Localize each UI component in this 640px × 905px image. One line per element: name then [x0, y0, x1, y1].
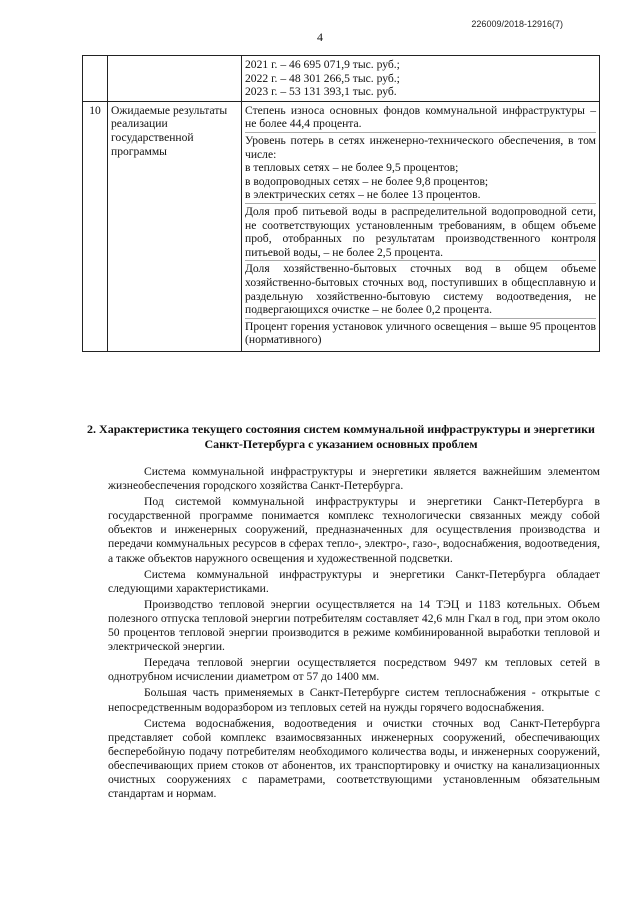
paragraph: Система коммунальной инфраструктуры и энергетики является важнейшим элементом жизнеобеспечения городского хозяйства Санкт-Петербурга.	[108, 465, 600, 493]
paragraph: Под системой коммунальной инфраструктуры и энергетики Санкт-Петербурга в государственной программе понимается комплекс технологически связанных между собой объектов и инженерных сооружений, предназначенных для осуществления производства и передачи коммунальных ресурсов в сферах тепло-, электро-, газо-, водоснабжения, водоотведения, а также объектов наружного освещения и художественной подсветки.	[108, 495, 600, 565]
result-item	[245, 134, 596, 204]
result-line: в тепловых сетях – не более 9,5 процентов;	[245, 161, 459, 175]
funding-2021: 2021 г. – 46 695 071,9 тыс. руб.;	[245, 58, 400, 71]
table-row	[83, 101, 600, 351]
funding-2022: 2022 г. – 48 301 266,5 тыс. руб.;	[245, 71, 400, 85]
result-item: Процент горения установок уличного освещения – выше 95 процентов (нормативного)	[245, 319, 596, 347]
row-value-cell	[242, 56, 600, 102]
table-row	[83, 56, 600, 102]
paragraph: Передача тепловой энергии осуществляется посредством 9497 км тепловых сетей в однотрубном исчислении диаметром от 57 до 1400 мм.	[108, 656, 600, 684]
result-line: в водопроводных сетях – не более 9,8 процентов;	[245, 174, 489, 188]
funding-2023: 2023 г. – 53 131 393,1 тыс. руб.	[245, 85, 397, 99]
result-item: Степень износа основных фондов коммунальной инфраструктуры – не более 44,4 процента.	[245, 104, 596, 133]
paragraph: Большая часть применяемых в Санкт-Петербурге систем теплоснабжения - открытые с непосредственным водоразбором из тепловых сетей на нужды горячего водоснабжения.	[108, 686, 600, 714]
result-item: Доля хозяйственно-бытовых сточных вод в общем объеме хозяйственно-бытовых сточных вод, поступивших в общесплавную и раздельную хозяйственно-бытовую систему водоотведения, не подвергающихся очистке – не более 0,2 процента.	[245, 262, 596, 318]
row-number-cell: 10	[83, 101, 108, 351]
row-label-cell	[108, 56, 242, 102]
section-heading: 2. Характеристика текущего состояния систем коммунальной инфраструктуры и энергетики Санкт-Петербурга с указанием основных проблем	[87, 422, 595, 451]
paragraph: Производство тепловой энергии осуществляется на 14 ТЭЦ и 1183 котельных. Объем полезного отпуска тепловой энергии потребителям составляет 42,6 млн Гкал в год, при этом около 50 процентов тепловой энергии производится в режиме комбинированной выработки тепловой и электрической энергии.	[108, 597, 600, 654]
result-line: в электрических сетях – не более 13 процентов.	[245, 188, 481, 202]
program-passport-table	[82, 55, 600, 352]
row-number-cell	[83, 56, 108, 102]
document-id: 226009/2018-12916(7)	[471, 19, 563, 29]
section-body	[108, 465, 600, 803]
page-number: 4	[317, 30, 323, 44]
paragraph: Система водоснабжения, водоотведения и очистки сточных вод Санкт-Петербурга представляет собой комплекс взаимосвязанных инженерных сооружений, обеспечивающих бесперебойную подачу потребителям необходимого количества воды, и инженерных сооружений, обеспечивающих прием стоков от абонентов, их транспортировку и очистку на канализационных очистных сооружениях с параметрами, соответствующими установленным обязательным стандартам и нормам.	[108, 716, 600, 801]
paragraph: Система коммунальной инфраструктуры и энергетики Санкт-Петербурга обладает следующими характеристиками.	[108, 567, 600, 595]
row-value-cell	[242, 101, 600, 351]
row-label-cell: Ожидаемые результаты реализации государственной программы	[108, 101, 242, 351]
result-line: Уровень потерь в сетях инженерно-технического обеспечения, в том числе:	[245, 133, 596, 161]
result-item: Доля проб питьевой воды в распределительной водопроводной сети, не соответствующих установленным требованиям, в общем объеме проб, отобранных по результатам производственного контроля питьевой воды, – не более 2,5 процента.	[245, 205, 596, 261]
